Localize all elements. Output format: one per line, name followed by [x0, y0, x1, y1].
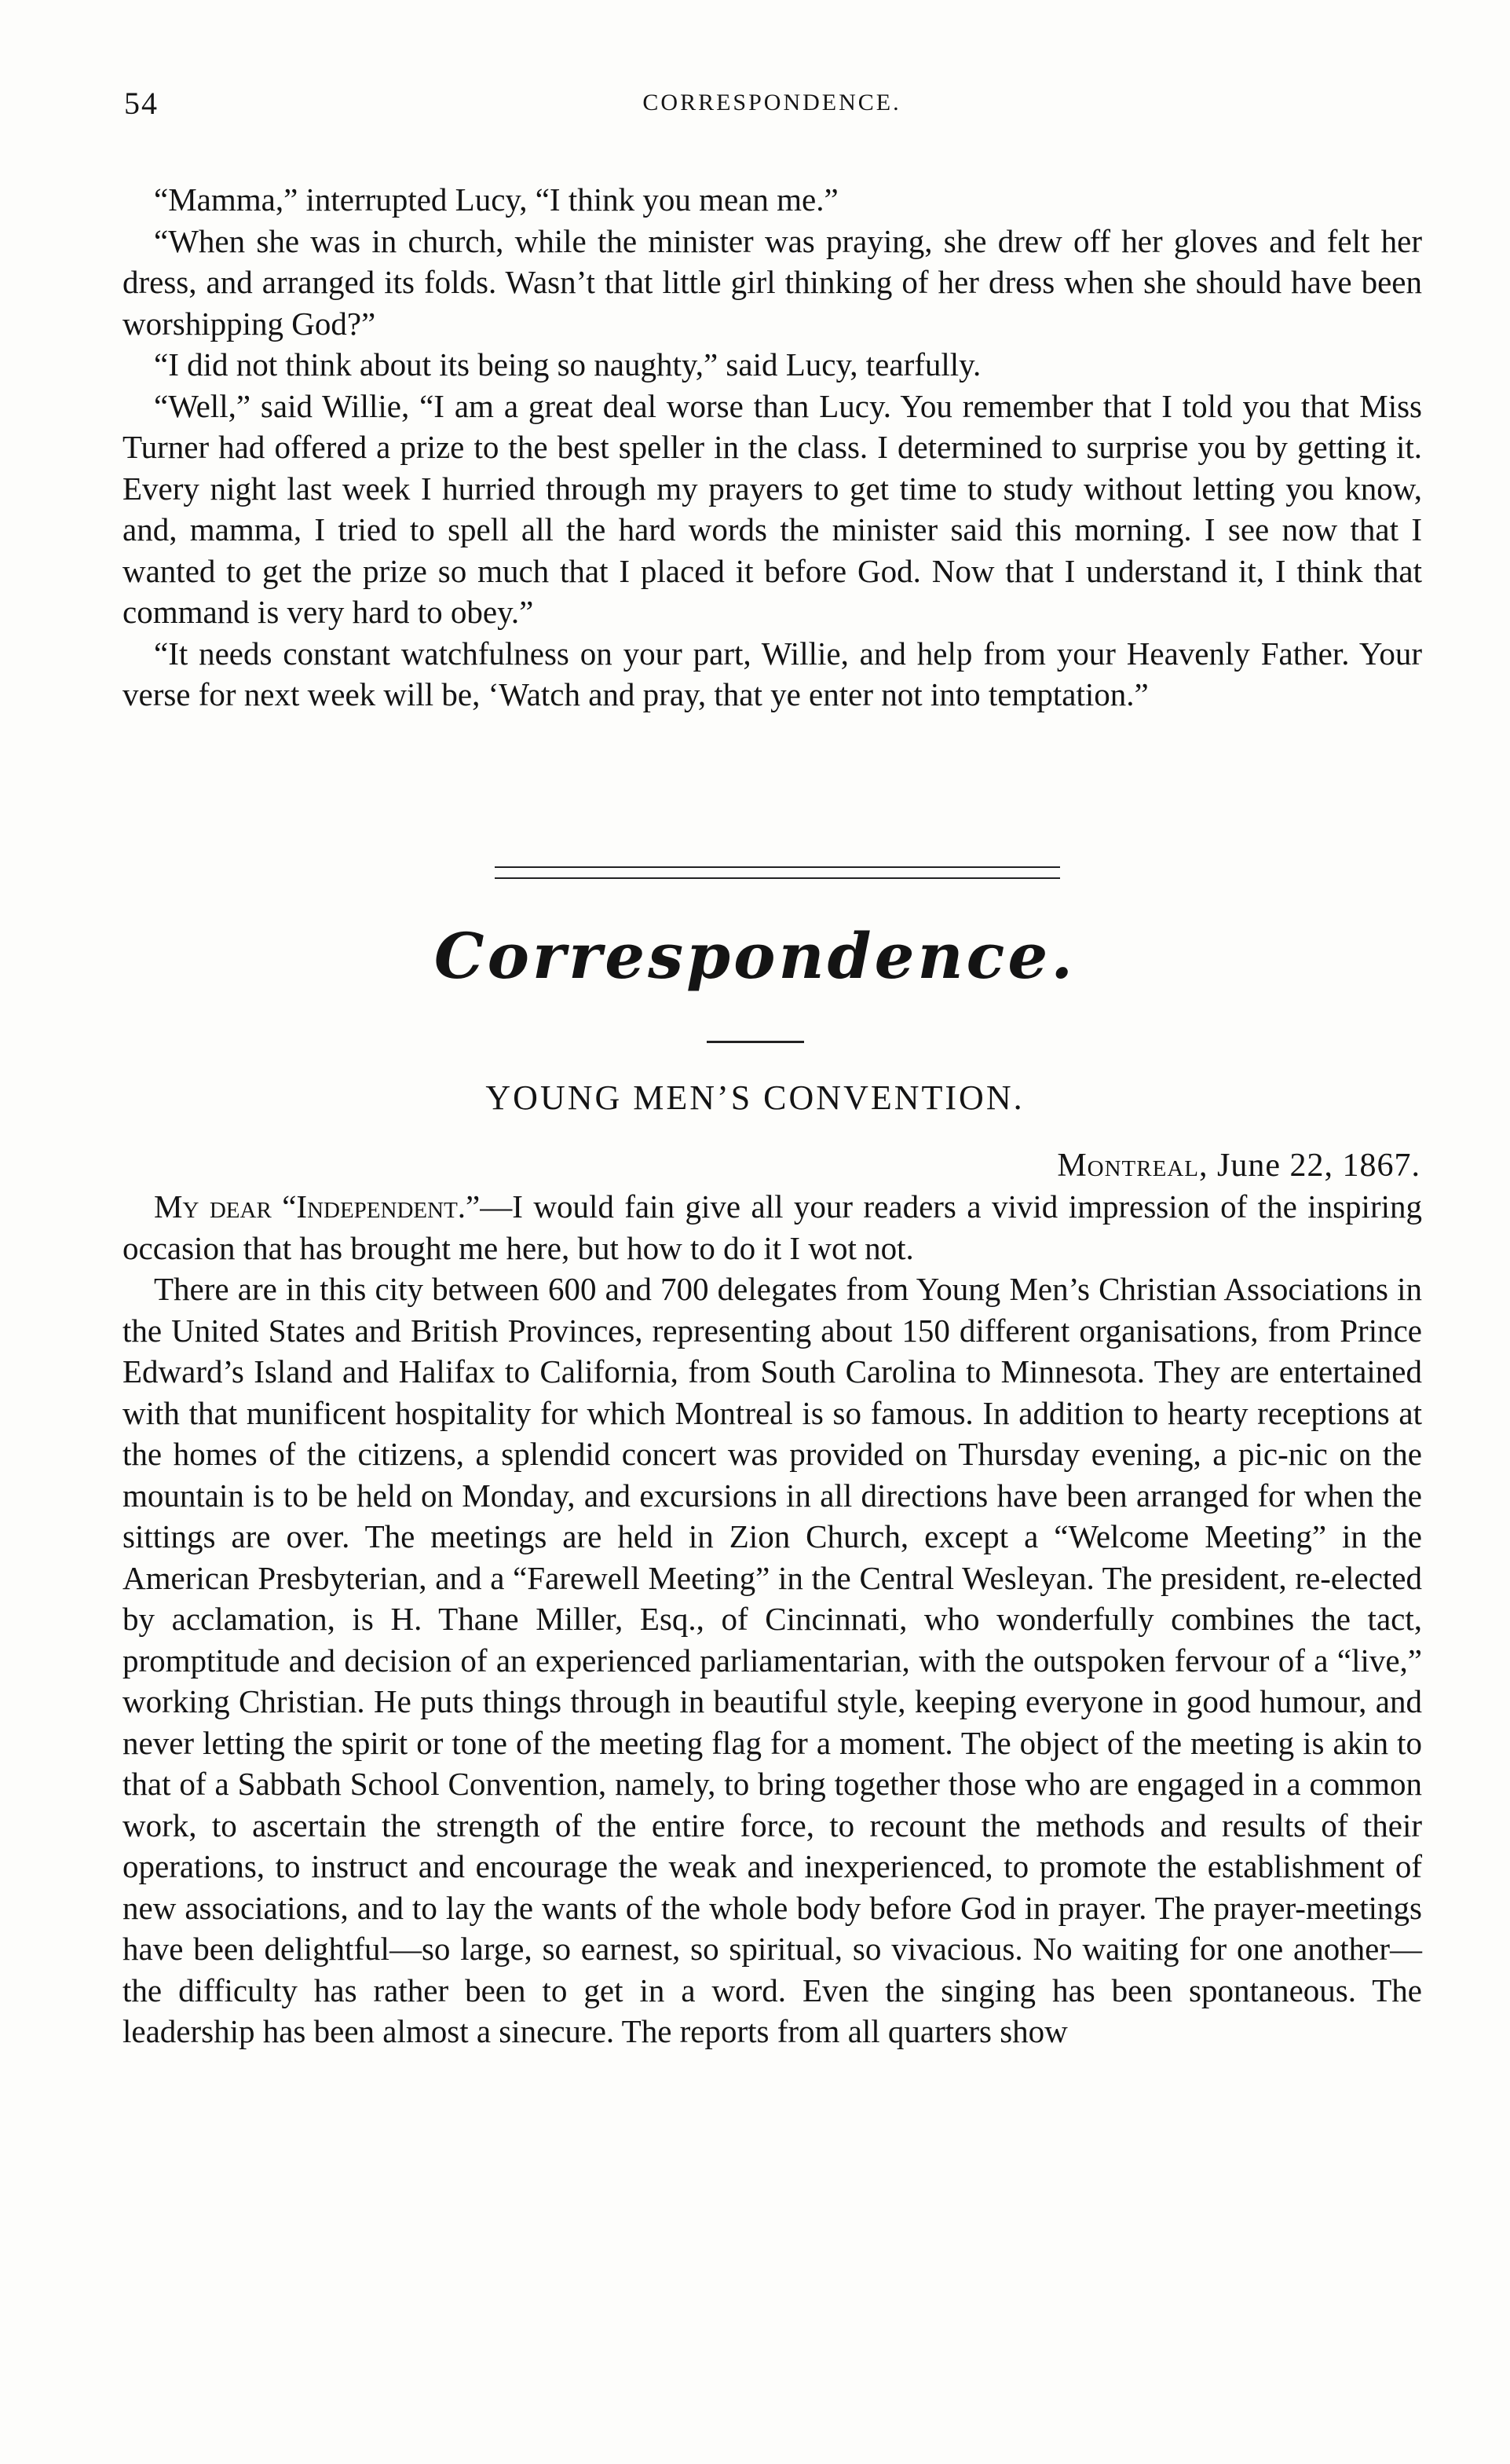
article-title: YOUNG MEN’S CONVENTION. — [485, 1078, 1025, 1117]
salutation-rest: —I would fain give all your readers a vivid impression of the inspiring occasion that has brought me here, but how to do it I wot not. — [122, 1188, 1422, 1266]
salutation-paragraph — [122, 1186, 1422, 1269]
section-heading: Correspondence. — [433, 919, 1077, 993]
page-number: 54 — [124, 86, 159, 121]
letter-paragraph: There are in this city between 600 and 700 delegates from Young Men’s Christian Associations in the United States and British Provinces, representing about 150 different organisations, from Prince Edward’s Island and Halifax to California, from South Carolina to Minnesota. They are entertained with that munificent hospitality for which Montreal is so famous. In addition to hearty receptions at the homes of the citizens, a splendid concert was provided on Thursday evening, a pic-nic on the mountain is to be held on Monday, and excursions in all directions have been arranged for when the sittings are over. The meetings are held in Zion Church, except a “Welcome Meeting” in the American Presbyterian, and a “Farewell Meeting” in the Central Wesleyan. The president, re-elected by acclamation, is H. Thane Miller, Esq., of Cincinnati, who wonderfully combines the tact, promptitude and decision of an experienced parliamentarian, with the outspoken fervour of a “live,” working Christian. He puts things through in beautiful style, keeping everyone in good humour, and never letting the spirit or tone of the meeting flag for a moment. The object of the meeting is akin to that of a Sabbath School Convention, namely, to bring together those who are engaged in a common work, to ascertain the strength of the entire force, to recount the methods and results of their operations, to instruct and encourage the weak and inexperienced, to promote the establishment of new associations, and to lay the wants of the whole body before God in prayer. The prayer-meetings have been delightful—so large, so earnest, so spiritual, so vivacious. No waiting for one another—the difficulty has rather been to get in a word. Even the singing has been spontaneous. The leadership has been almost a sinecure. The reports from all quarters show — [122, 1271, 1422, 2049]
story-paragraph: “I did not think about its being so naughty,” said Lucy, tearfully. — [154, 346, 982, 383]
story-paragraph: “Mamma,” interrupted Lucy, “I think you mean me.” — [154, 181, 839, 218]
running-head — [124, 85, 1420, 132]
dateline — [1057, 1147, 1420, 1184]
dateline-date: June 22, 1867. — [1217, 1148, 1420, 1184]
running-head-title: CORRESPONDENCE. — [642, 90, 901, 115]
story-paragraph: “When she was in church, while the minister was praying, she drew off her gloves and felt her dress, and arranged its folds. Wasn’t that little girl thinking of her dress when she should have been worshipping God?” — [122, 222, 1422, 342]
dateline-place: Montreal, — [1057, 1148, 1208, 1184]
story-paragraph: “Well,” said Willie, “I am a great deal worse than Lucy. You remember that I told you that Miss Turner had offered a prize to the best speller in the class. I determined to surprise you by getting it. Every night last week I hurried through my prayers to get time to study without letting you know, and, mamma, I tried to spell all the hard words the minister said this morning. I see now that I wanted to get the prize so much that I placed it before God. Now that I understand it, I think that command is very hard to obey.” — [122, 387, 1422, 630]
story-paragraph: “It needs constant watchfulness on your part, Willie, and help from your Heavenly Father. Your verse for next week will be, ‘Watch and pray, that ye enter not into temptation.” — [122, 635, 1422, 712]
section-divider — [495, 866, 1060, 879]
letter-text — [122, 1186, 1422, 2052]
heading-rule — [707, 1041, 804, 1043]
story-text — [122, 179, 1422, 716]
salutation: My dear “Independent.” — [154, 1188, 481, 1225]
